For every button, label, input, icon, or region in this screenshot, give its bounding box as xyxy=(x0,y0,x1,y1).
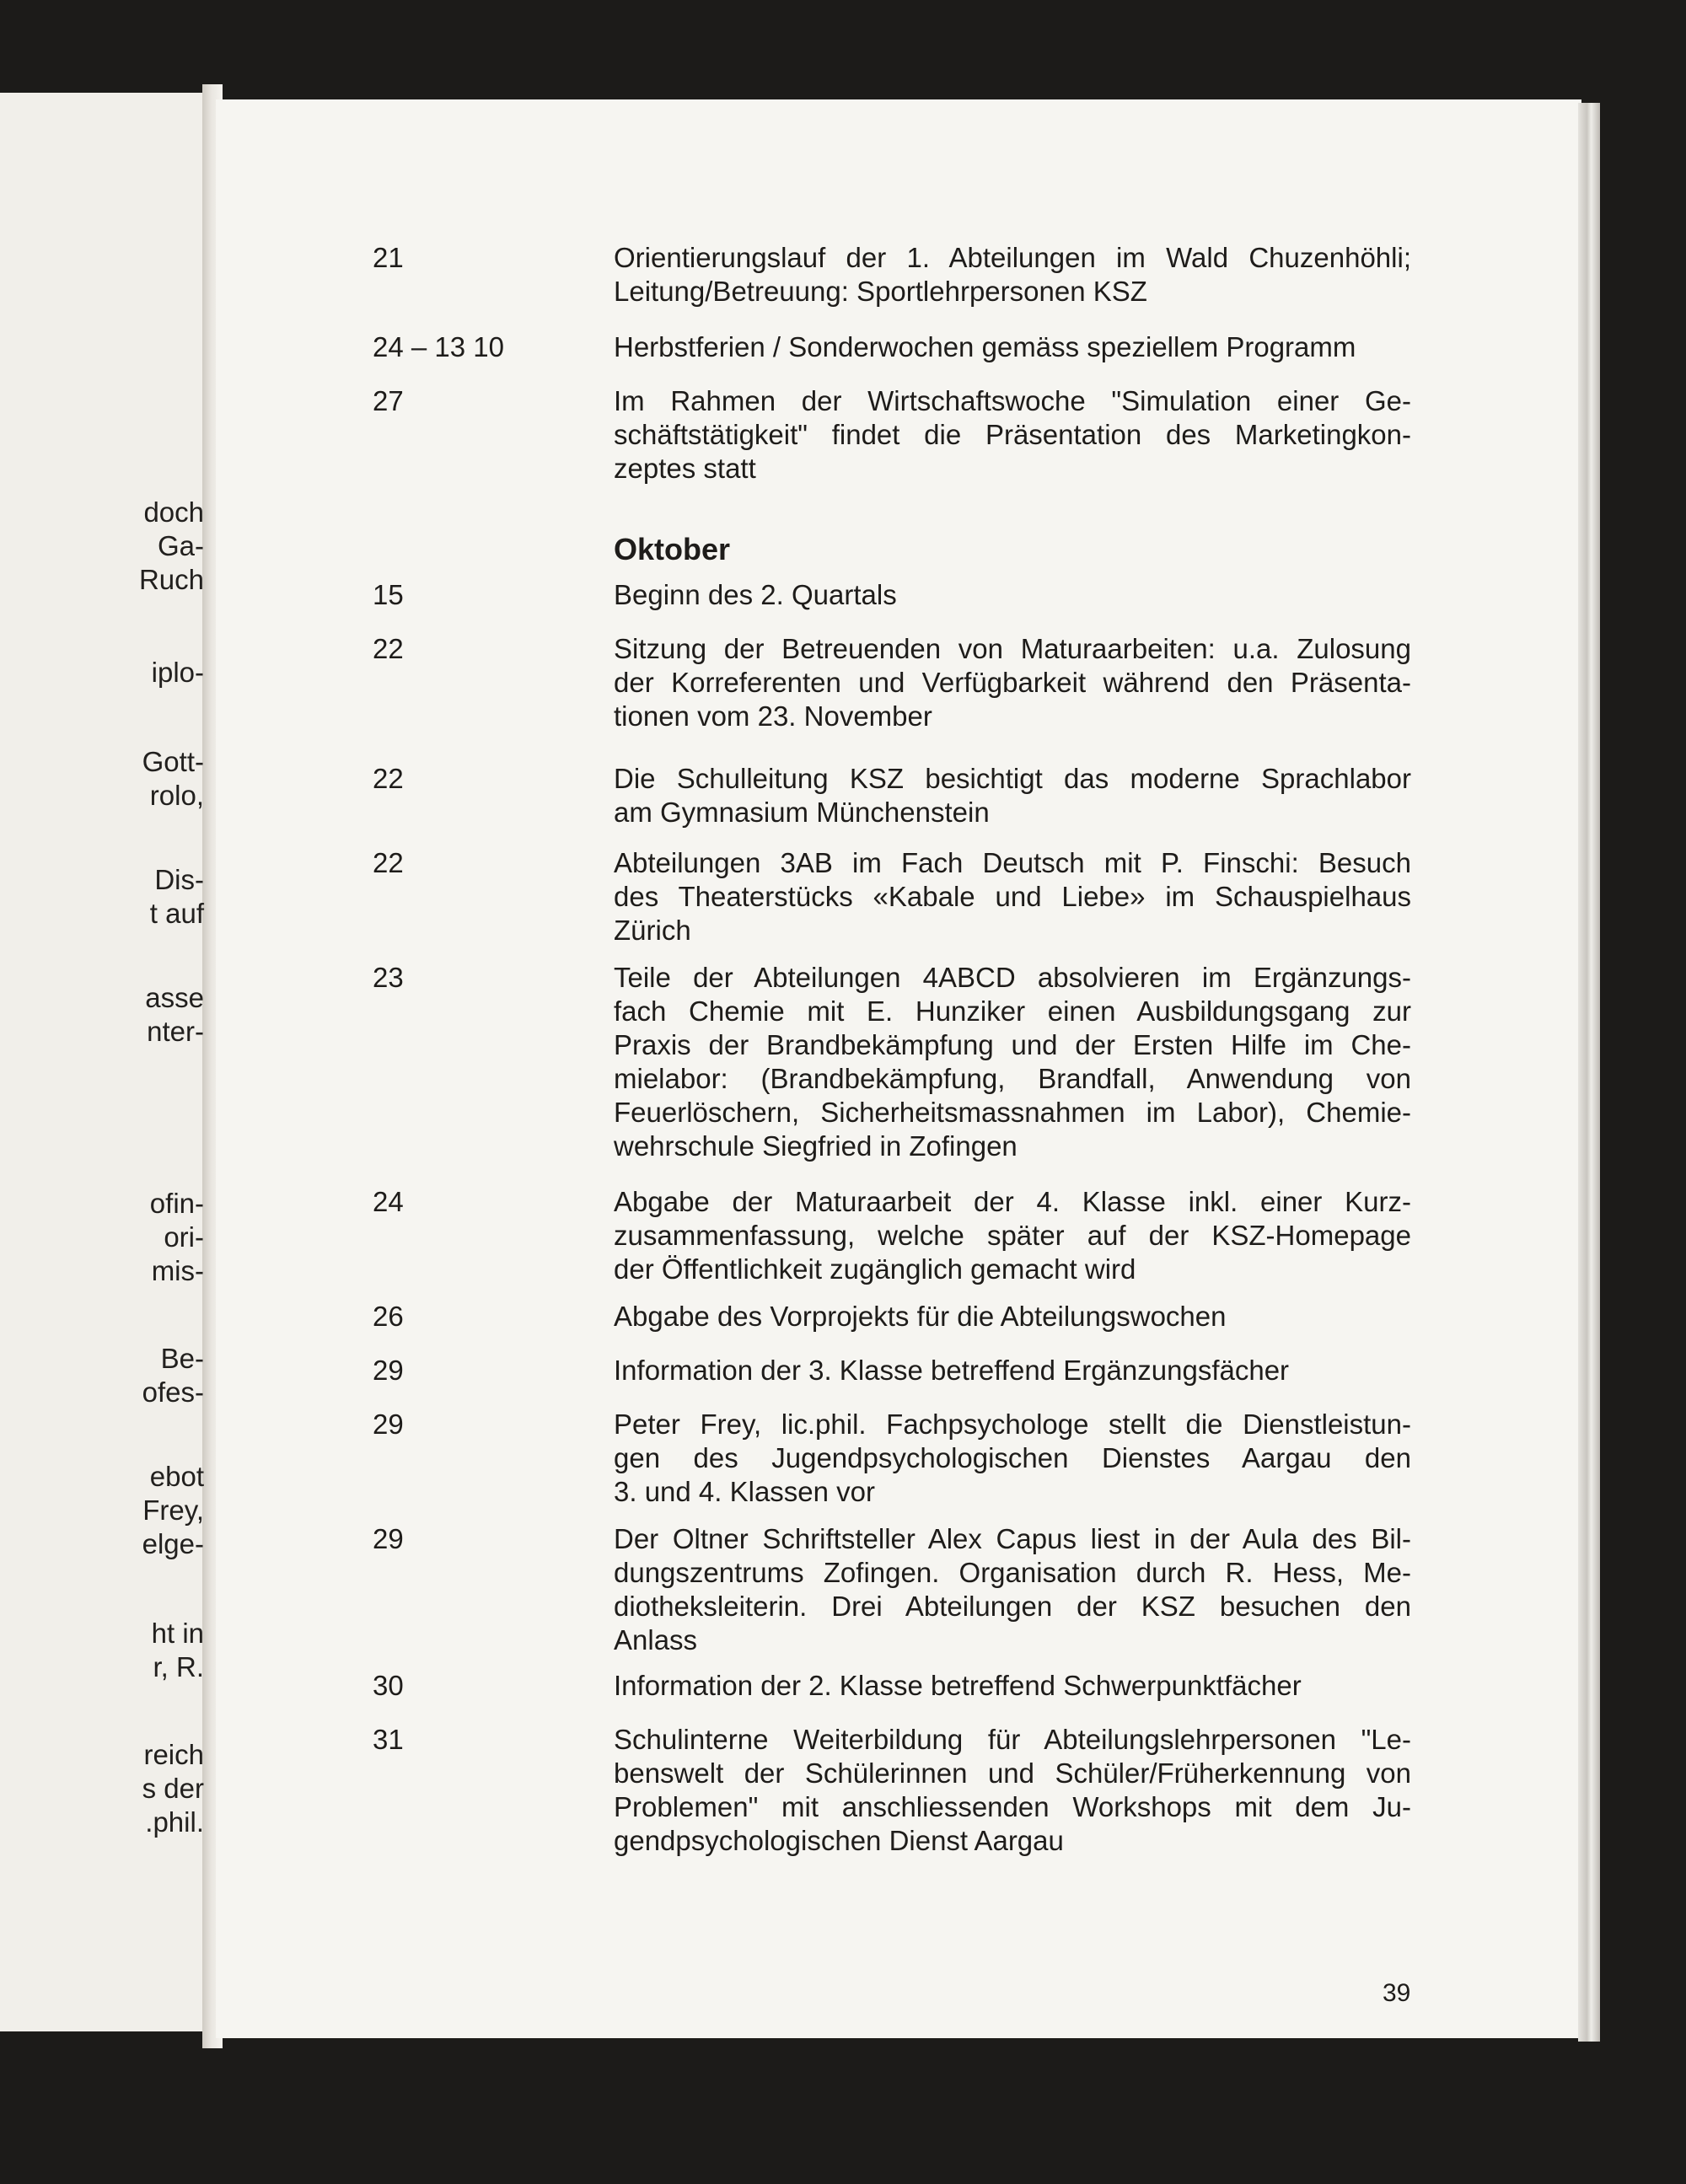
left-page-fragment: ofin- xyxy=(149,1188,204,1219)
entry-text xyxy=(614,241,1411,309)
left-page-fragment: Gott- xyxy=(142,746,204,777)
left-page-fragment: iplo- xyxy=(151,657,204,688)
entry-date: 31 xyxy=(373,1724,404,1755)
entry-text-line: zeptes statt xyxy=(614,453,756,484)
left-page-fragment: rolo, xyxy=(149,780,204,811)
left-page-fragment: Ga- xyxy=(157,530,204,561)
entry-text xyxy=(614,1300,1411,1333)
entry-text xyxy=(614,1408,1411,1509)
entry-text-line: der Korreferenten und Verfügbarkeit während den Präsenta- xyxy=(614,667,1411,698)
entry-date: 22 xyxy=(373,763,404,794)
left-page-fragment: .phil. xyxy=(145,1806,204,1838)
left-page-fragment: s der xyxy=(142,1773,204,1804)
entry-text-line: Anlass xyxy=(614,1624,698,1655)
entry-text-line: schäftstätigkeit" findet die Präsentation des Marketingkon- xyxy=(614,419,1411,450)
entry-text-line: Orientierungslauf der 1. Abteilungen im Wald Chuzenhöhli; xyxy=(614,242,1411,273)
entry-text-line: Beginn des 2. Quartals xyxy=(614,579,897,610)
entry-date: 29 xyxy=(373,1355,404,1386)
entry-date: 24 – 13 10 xyxy=(373,331,504,362)
entry-text xyxy=(614,846,1411,947)
left-page-fragment: Ruch xyxy=(138,564,204,595)
entry-text-line: dungszentrums Zofingen. Organisation durch R. Hess, Me- xyxy=(614,1557,1411,1588)
entry-text-line: Abgabe der Maturaarbeit der 4. Klasse inkl. einer Kurz- xyxy=(614,1186,1411,1217)
entry-text-line: Information der 2. Klasse betreffend Schwerpunktfächer xyxy=(614,1670,1302,1701)
entry-text-line: Problemen" mit anschliessenden Workshops mit dem Ju- xyxy=(614,1791,1411,1822)
entry-text-line: zusammenfassung, welche später auf der KSZ-Homepage xyxy=(614,1220,1411,1251)
entry-text-line: Zürich xyxy=(614,915,691,946)
entry-text xyxy=(614,330,1411,364)
entry-text xyxy=(614,762,1411,829)
entry-text-line: Feuerlöschern, Sicherheitsmassnahmen im Labor), Chemie- xyxy=(614,1097,1411,1128)
left-page-fragment: ofes- xyxy=(142,1376,204,1408)
month-heading: Oktober xyxy=(614,532,731,566)
entry-text-line: fach Chemie mit E. Hunziker einen Ausbildungsgang zur xyxy=(614,995,1411,1027)
entry-text-line: diotheksleiterin. Drei Abteilungen der KSZ besuchen den xyxy=(614,1591,1411,1622)
entry-text xyxy=(614,384,1411,486)
entry-text-line: Abgabe des Vorprojekts für die Abteilungswochen xyxy=(614,1301,1227,1332)
entry-text-line: gendpsychologischen Dienst Aargau xyxy=(614,1825,1064,1856)
entry-text-line: Sitzung der Betreuenden von Maturaarbeiten: u.a. Zulosung xyxy=(614,633,1411,664)
entry-date: 23 xyxy=(373,962,404,993)
page-edge xyxy=(1578,103,1600,2042)
entry-date: 29 xyxy=(373,1523,404,1554)
left-page-fragment: t auf xyxy=(149,898,204,929)
entry-text xyxy=(614,1723,1411,1858)
left-page-fragment: mis- xyxy=(151,1255,204,1286)
entry-text-line: Peter Frey, lic.phil. Fachpsychologe stellt die Dienstleistun- xyxy=(614,1409,1411,1440)
entry-text-line: Der Oltner Schriftsteller Alex Capus liest in der Aula des Bil- xyxy=(614,1523,1411,1554)
left-page-fragment: asse xyxy=(145,982,204,1013)
left-page-fragment: ori- xyxy=(164,1221,204,1253)
entry-text xyxy=(614,578,1411,612)
entry-text xyxy=(614,632,1411,733)
left-page-fragment: r, R. xyxy=(153,1651,204,1682)
entry-text-line: der Öffentlichkeit zugänglich gemacht wird xyxy=(614,1253,1136,1285)
left-page-fragment: Dis- xyxy=(154,864,204,895)
entry-date: 30 xyxy=(373,1670,404,1701)
entry-text-line: Abteilungen 3AB im Fach Deutsch mit P. Finschi: Besuch xyxy=(614,847,1411,878)
entry-date: 24 xyxy=(373,1186,404,1217)
entry-text-line: Teile der Abteilungen 4ABCD absolvieren im Ergänzungs- xyxy=(614,962,1411,993)
entry-text-line: tionen vom 23. November xyxy=(614,700,932,732)
left-page-fragment: elge- xyxy=(142,1528,204,1559)
entry-date: 22 xyxy=(373,633,404,664)
entry-text xyxy=(614,961,1411,1163)
entry-text-line: des Theaterstücks «Kabale und Liebe» im Schauspielhaus xyxy=(614,881,1411,912)
page-number: 39 xyxy=(1383,1979,1411,2007)
entry-date: 22 xyxy=(373,847,404,878)
entry-date: 21 xyxy=(373,242,404,273)
left-page-fragment: Frey, xyxy=(142,1494,204,1526)
entry-text-line: Information der 3. Klasse betreffend Ergänzungsfächer xyxy=(614,1355,1290,1386)
left-page-fragment: nter- xyxy=(147,1016,204,1047)
entry-text-line: mielabor: (Brandbekämpfung, Brandfall, Anwendung von xyxy=(614,1063,1411,1094)
entry-text-line: gen des Jugendpsychologischen Dienstes Aargau den xyxy=(614,1442,1411,1473)
entry-text xyxy=(614,1669,1411,1703)
entry-text-line: wehrschule Siegfried in Zofingen xyxy=(614,1130,1018,1162)
left-page-fragment: reich xyxy=(143,1739,204,1770)
entry-date: 26 xyxy=(373,1301,404,1332)
left-page-fragment: ebot xyxy=(149,1461,204,1492)
entry-text-line: benswelt der Schülerinnen und Schüler/Früherkennung von xyxy=(614,1757,1411,1789)
entry-text-line: Schulinterne Weiterbildung für Abteilungslehrpersonen "Le- xyxy=(614,1724,1411,1755)
entry-date: 15 xyxy=(373,579,404,610)
entry-text-line: Praxis der Brandbekämpfung und der Ersten Hilfe im Che- xyxy=(614,1029,1411,1060)
left-page-fragment: ht in xyxy=(151,1618,204,1649)
entry-text-line: 3. und 4. Klassen vor xyxy=(614,1476,876,1507)
entry-text xyxy=(614,1185,1411,1286)
entry-text xyxy=(614,1522,1411,1657)
entry-date: 29 xyxy=(373,1409,404,1440)
entry-text-line: Die Schulleitung KSZ besichtigt das moderne Sprachlabor xyxy=(614,763,1411,794)
entry-text-line: Im Rahmen der Wirtschaftswoche "Simulation einer Ge- xyxy=(614,385,1411,416)
entry-text-line: Leitung/Betreuung: Sportlehrpersonen KSZ xyxy=(614,276,1147,307)
entry-date: 27 xyxy=(373,385,404,416)
entry-text-line: Herbstferien / Sonderwochen gemäss speziellem Programm xyxy=(614,331,1356,362)
entry-text xyxy=(614,1354,1411,1387)
entry-text-line: am Gymnasium Münchenstein xyxy=(614,797,990,828)
left-page-fragment: Be- xyxy=(160,1343,204,1374)
left-page-fragment: doch xyxy=(143,496,204,528)
